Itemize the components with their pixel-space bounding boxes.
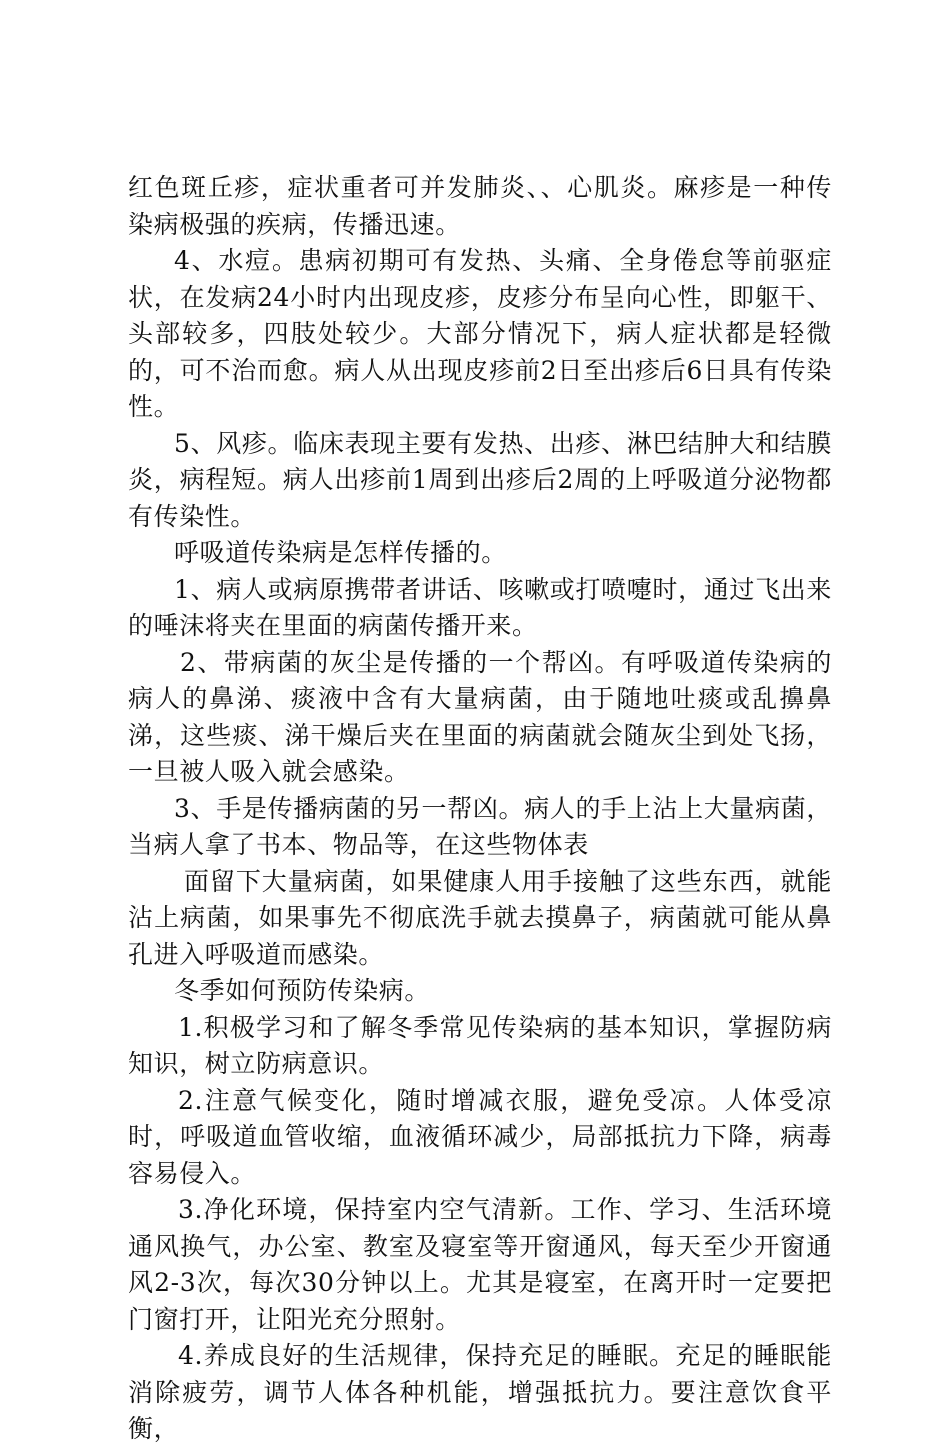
paragraph-prevention-2: 2.注意气候变化，随时增减衣服，避免受凉。人体受凉时，呼吸道血管收缩，血液循环减少，局部抵抗力下降，病毒容易侵入。 [128,1085,832,1188]
paragraph-prevention-4: 4.养成良好的生活规律，保持充足的睡眠。充足的睡眠能消除疲劳，调节人体各种机能，增强抵抗力。要注意饮食平衡， [128,1341,832,1443]
paragraph-chickenpox: 4、水痘。患病初期可有发热、头痛、全身倦怠等前驱症状，在发病24小时内出现皮疹，皮疹分布呈向心性，即躯干、头部较多，四肢处较少。大部分情况下，病人症状都是轻微的，可不治而愈。病人从出现皮疹前2日至出疹后6日具有传染性。 [128,246,832,421]
paragraph-measles-continuation: 红色斑丘疹，症状重者可并发肺炎、、心肌炎。麻疹是一种传染病极强的疾病，传播迅速。 [128,173,832,239]
paragraph-prevention-1: 1.积极学习和了解冬季常见传染病的基本知识，掌握防病知识，树立防病意识。 [128,1012,832,1078]
heading-transmission: 呼吸道传染病是怎样传播的。 [174,538,507,567]
document-body [128,170,832,1448]
paragraph-transmission-3-continued: 面留下大量病菌，如果健康人用手接触了这些东西，就能沾上病菌，如果事先不彻底洗手就去摸鼻子，病菌就可能从鼻孔进入呼吸道而感染。 [128,866,832,969]
paragraph-rubella: 5、风疹。临床表现主要有发热、出疹、淋巴结肿大和结膜炎，病程短。病人出疹前1周到出疹后2周的上呼吸道分泌物都有传染性。 [128,428,832,531]
paragraph-transmission-3: 3、手是传播病菌的另一帮凶。病人的手上沾上大量病菌，当病人拿了书本、物品等，在这些物体表 [128,793,832,859]
paragraph-prevention-3: 3.净化环境，保持室内空气清新。工作、学习、生活环境通风换气，办公室、教室及寝室等开窗通风，每天至少开窗通风2-3次，每次30分钟以上。尤其是寝室，在离开时一定要把门窗打开，让阳光充分照射。 [128,1195,832,1334]
paragraph-transmission-2: 2、带病菌的灰尘是传播的一个帮凶。有呼吸道传染病的病人的鼻涕、痰液中含有大量病菌，由于随地吐痰或乱擤鼻涕，这些痰、涕干燥后夹在里面的病菌就会随灰尘到处飞扬，一旦被人吸入就会感染。 [128,647,832,786]
heading-winter-prevention: 冬季如何预防传染病。 [174,976,431,1005]
paragraph-transmission-1: 1、病人或病原携带者讲话、咳嗽或打喷嚏时，通过飞出来的唾沫将夹在里面的病菌传播开来。 [128,574,832,640]
